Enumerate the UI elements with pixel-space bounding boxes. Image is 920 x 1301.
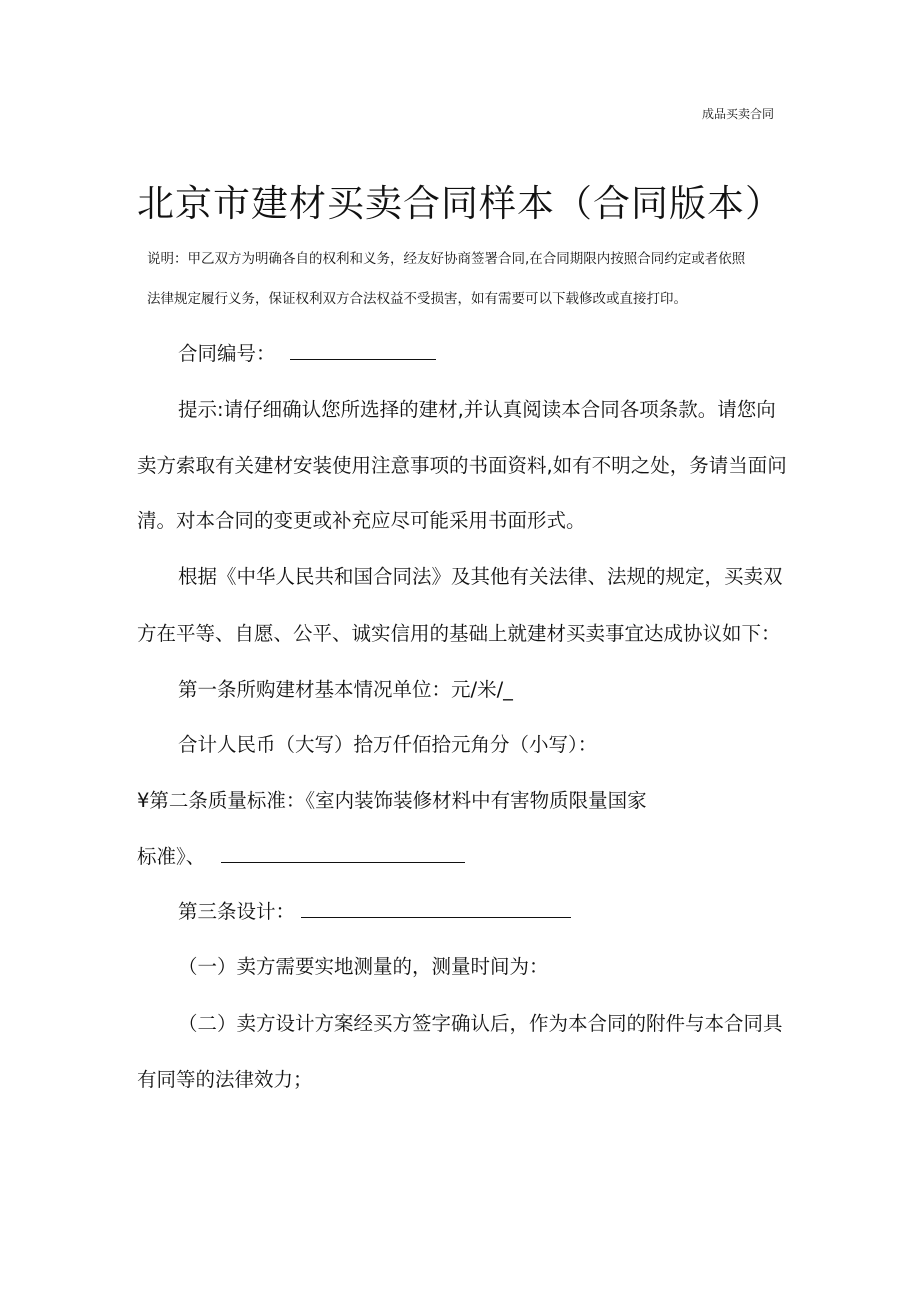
item-1: （一）卖方需要实地测量的，测量时间为：: [178, 955, 549, 978]
item-2-line-2: 有同等的法律效力；: [137, 1068, 313, 1091]
article-3-row: [178, 898, 571, 926]
item-2-line-1: （二）卖方设计方案经买方签字确认后，作为本合同的附件与本合同具: [178, 1012, 783, 1035]
design-blank: [301, 899, 571, 918]
note-line-2: 法律规定履行义务，保证权利双方合法权益不受损害，如有需要可以下载修改或直接打印。: [147, 291, 687, 307]
contract-number-blank: [290, 341, 436, 360]
document-title: 北京市建材买卖合同样本（合同版本）: [137, 182, 783, 225]
article-2-row-2: [137, 843, 465, 871]
article-3-label: 第三条设计：: [178, 900, 296, 923]
header-tag: 成品买卖合同: [702, 107, 775, 121]
basis-line-2: 方在平等、自愿、公平、诚实信用的基础上就建材买卖事宜达成协议如下：: [137, 622, 781, 645]
basis-line-1: 根据《中华人民共和国合同法》及其他有关法律、法规的规定，买卖双: [178, 565, 783, 588]
note-line-1: 说明：甲乙双方为明确各自的权利和义务，经友好协商签署合同,在合同期限内按照合同约定或者依照: [147, 251, 746, 267]
article-2-line-1: ¥第二条质量标准：《室内装饰装修材料中有害物质限量国家: [137, 789, 647, 812]
quality-standard-blank: [221, 844, 465, 863]
tip-line-1: 提示:请仔细确认您所选择的建材,并认真阅读本合同各项条款。请您向: [178, 398, 776, 421]
contract-number-row: [178, 340, 436, 368]
total-amount-line: 合计人民币（大写）拾万仟佰拾元角分（小写）：: [178, 733, 598, 756]
article-1: 第一条所购建材基本情况单位：元/米/_: [178, 678, 513, 701]
contract-number-label: 合同编号：: [178, 342, 276, 365]
tip-line-2: 卖方索取有关建材安装使用注意事项的书面资料,如有不明之处，务请当面问: [137, 454, 787, 477]
tip-line-3: 清。对本合同的变更或补充应尽可能采用书面形式。: [137, 509, 586, 532]
article-2-line-2: 标准》、: [137, 845, 206, 868]
